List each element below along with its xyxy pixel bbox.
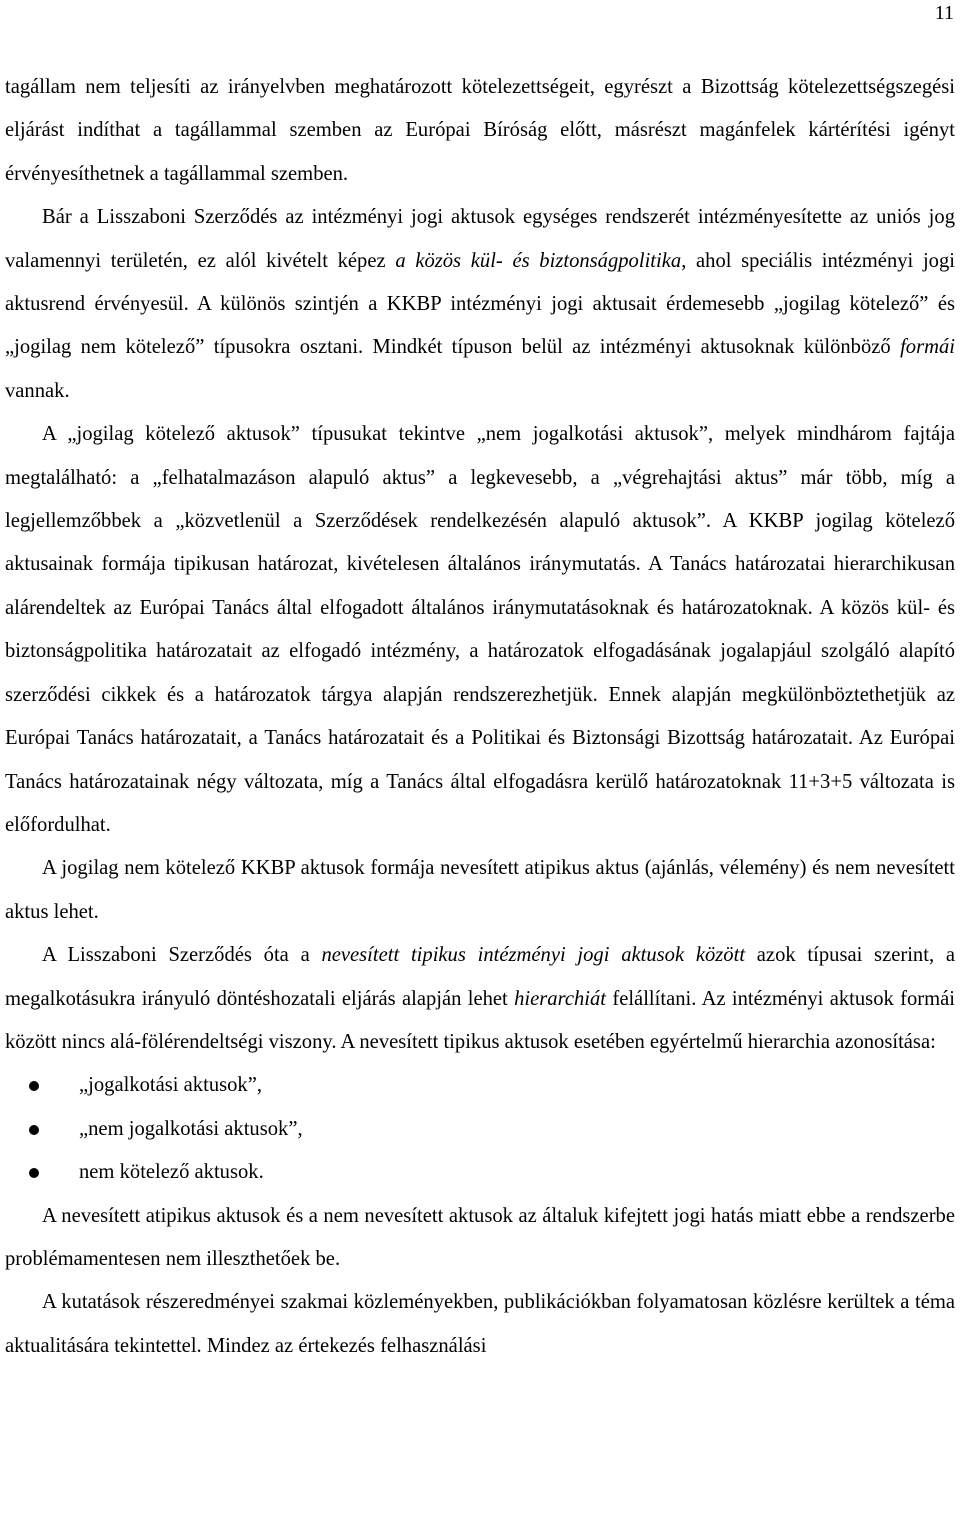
paragraph-text: felállítani. Az intézményi aktusok formái között nincs alá-fölérendeltségi viszony. A nevesített tipikus aktusok esetében egyértelmű hierarchia azonosítása: [5,987,955,1053]
paragraph-text: A jogilag nem kötelező KKBP aktusok formája nevesített atipikus aktus (ajánlás, vélemény) és nem nevesített aktus lehet. [5,857,955,923]
emphasis-text: formái [900,336,955,359]
paragraph-text: A nevesített atipikus aktusok és a nem nevesített aktusok az általuk kifejtett jogi hatás miatt ebbe a rendszerbe problémamentesen nem illeszthetőek be. [5,1204,955,1270]
paragraph-hierarchy [5,934,955,1064]
emphasis-text: a közös kül- és biztonságpolitika [395,249,682,272]
paragraph-text: tagállam nem teljesíti az irányelvben meghatározott kötelezettségeit, egyrészt a Bizottság kötelezettségszegési eljárást indíthat a tagállammal szemben az Európai Bíróság előtt, másrészt magánfelek kártérítési igényt érvényesíthetnek a tagállammal szemben. [5,76,955,185]
bullet-icon [29,1125,39,1135]
list-item [5,1151,955,1194]
paragraph-text: A „jogilag kötelező aktusok” típusukat tekintve „nem jogalkotási aktusok”, melyek mindhárom fajtája megtalálható: a „felhatalmazáson alapuló aktus” a legkevesebb, a „végrehajtási aktus” már több, míg a legjellemzőbbek a „közvetlenül a Szerződések rendelkezésén alapuló aktusok”. A KKBP jogilag kötelező aktusainak formája tipikusan határozat, kivételesen általános iránymutatás. A Tanács határozatai hierarchikusan alárendeltek az Európai Tanács által elfogadott általános iránymutatásoknak és határozatoknak. A közös kül- és biztonságpolitika határozatait az elfogadó intézmény, a határozatok elfogadásának jogalapjául szolgáló alapító szerződési cikkek és a határozatok tárgya alapján rendszerezhetjük. Ennek alapján megkülönböztethetjük az Európai Tanács határozatait, a Tanács határozatait és a Politikai és Biztonsági Bizottság határozatait. Az Európai Tanács határozatainak négy változata, míg a Tanács által elfogadásra kerülő határozatoknak 11+3+5 változata is előfordulhat. [5,423,955,836]
paragraph-binding-acts [5,413,955,847]
page-number: 11 [934,2,954,24]
emphasis-text: nevesített tipikus intézményi jogi aktusok között [321,944,746,967]
bullet-list [5,1064,955,1194]
list-item-text: „nem jogalkotási aktusok”, [79,1117,303,1140]
paragraph-text: azok típusai szerint, a megalkotásukra irányuló döntéshozatali eljárás alapján lehet [5,944,955,1010]
list-item-text: „jogalkotási aktusok”, [79,1074,263,1097]
paragraph-continued [5,66,955,196]
emphasis-text: hierarchiát [514,987,607,1010]
bullet-icon [29,1081,39,1091]
paragraph-text: A Lisszaboni Szerződés óta a [42,944,322,967]
paragraph-lisbon-exception [5,196,955,413]
paragraph-atypical-acts [5,1195,955,1282]
paragraph-research-results [5,1281,955,1368]
list-item-text: nem kötelező aktusok. [79,1161,264,1184]
paragraph-text: , ahol speciális intézményi jogi aktusrend érvényesül. A különös szintjén a KKBP intézményi jogi aktusait érdemesebb „jogilag kötelező” és „jogilag nem kötelező” típusokra osztani. Mindkét típuson belül az intézményi aktusoknak különböző [5,249,955,359]
paragraph-text: A kutatások részeredményei szakmai közleményekben, publikációkban folyamatosan közlésre kerültek a téma aktualitására tekintettel. Mindez az értekezés felhasználási [5,1291,955,1357]
paragraph-text: Bár a Lisszaboni Szerződés az intézményi jogi aktusok egységes rendszerét intézményesítette az uniós jog valamennyi területén, ez alól kivételt képez [5,206,955,272]
paragraph-non-binding-acts [5,847,955,934]
paragraph-text: vannak. [5,379,70,402]
document-body [5,66,955,1368]
list-item [5,1108,955,1151]
list-item [5,1064,955,1107]
bullet-icon [29,1168,39,1178]
